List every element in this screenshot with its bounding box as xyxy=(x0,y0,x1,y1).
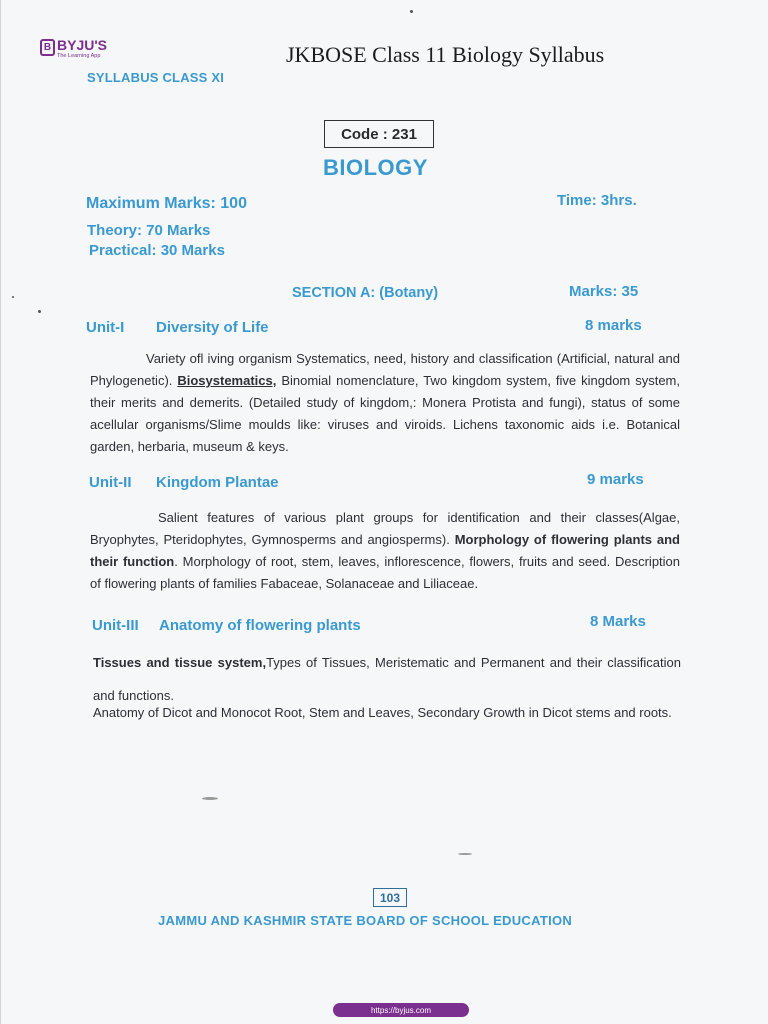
syllabus-class-heading: SYLLABUS CLASS XI xyxy=(87,70,225,85)
logo-tagline: The Learning App xyxy=(57,53,101,59)
unit-text: Binomial nomenclature, Two kingdom system, five kingdom system, their merits and demerits. (Detailed study of kingdom,: Monera Protista and fungi), status of some acellular organisms/Slime moulds like: viruses and viroids. Lichens taxonomic aids i.e. Botanical garden, herbaria, museum & keys. xyxy=(90,373,680,454)
unit-description xyxy=(90,507,680,595)
scan-speck xyxy=(458,853,472,855)
byjus-logo-icon: B xyxy=(40,39,55,56)
exam-time: Time: 3hrs. xyxy=(557,192,637,209)
unit-heading xyxy=(92,617,361,634)
theory-marks: Theory: 70 Marks xyxy=(87,222,211,239)
byjus-logo[interactable] xyxy=(40,38,107,59)
scan-speck xyxy=(410,10,413,13)
unit-description xyxy=(90,348,680,458)
unit-number: Unit-I xyxy=(86,319,125,336)
maximum-marks: Maximum Marks: 100 xyxy=(86,195,247,212)
unit-text: Salient features of various plant groups for identification and their classes(Algae, Bryophytes, Pteridophytes, Gymnosperms and angiosperms). xyxy=(90,510,680,547)
section-marks: Marks: 35 xyxy=(569,283,639,300)
unit-marks: 8 Marks xyxy=(590,613,646,630)
scan-speck xyxy=(12,296,14,298)
scan-speck xyxy=(38,310,41,313)
unit-name: Kingdom Plantae xyxy=(156,474,279,491)
unit-bold-term: Tissues and tissue system, xyxy=(93,655,267,670)
unit-name: Diversity of Life xyxy=(156,319,269,336)
page-number: 103 xyxy=(373,888,407,907)
unit-text: . Morphology of root, stem, leaves, inflorescence, flowers, fruits and seed. Description of flowering plants of families Fabaceae, Solanaceae and Liliaceae. xyxy=(90,554,681,591)
unit-name: Anatomy of flowering plants xyxy=(159,617,361,634)
logo-text: BYJU'S xyxy=(57,37,108,53)
practical-marks: Practical: 30 Marks xyxy=(89,242,225,259)
unit-bold-term: Biosystematics, xyxy=(177,373,277,388)
unit-text: Variety ofl iving organism Systematics, need, history and classification (Artificial, natural and Phylogenetic). xyxy=(90,351,680,388)
unit-heading xyxy=(89,474,279,491)
unit-marks: 8 marks xyxy=(585,317,642,334)
unit-number: Unit-II xyxy=(89,474,132,491)
unit-description-2: Anatomy of Dicot and Monocot Root, Stem and Leaves, Secondary Growth in Dicot stems and roots. xyxy=(93,705,672,720)
unit-heading xyxy=(86,319,269,336)
unit-marks: 9 marks xyxy=(587,471,644,488)
subject-title: BIOLOGY xyxy=(323,155,428,180)
unit-number: Unit-III xyxy=(92,617,139,634)
unit-text: Types of Tissues, Meristematic and Permanent and their classification and functions. xyxy=(93,655,681,703)
subject-code-box: Code : 231 xyxy=(324,120,434,148)
document-title: JKBOSE Class 11 Biology Syllabus xyxy=(286,42,605,67)
section-title: SECTION A: (Botany) xyxy=(292,285,439,301)
board-name: JAMMU AND KASHMIR STATE BOARD OF SCHOOL EDUCATION xyxy=(158,913,573,928)
scan-speck xyxy=(202,797,218,800)
byjus-url-link[interactable]: https://byjus.com xyxy=(333,1003,469,1017)
unit-bold-term: Morphology of flowering plants and their function xyxy=(90,532,680,569)
